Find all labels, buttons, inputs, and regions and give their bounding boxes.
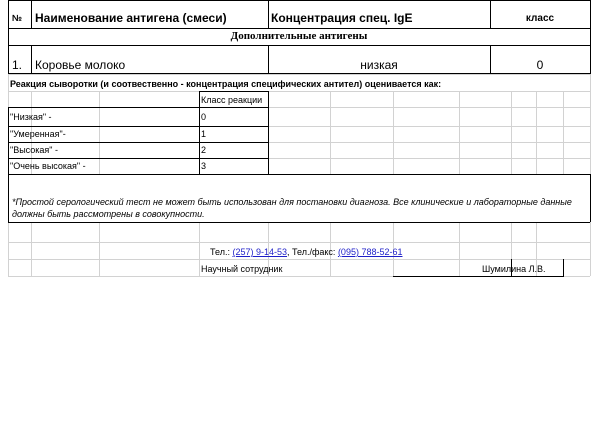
fax-label: , Тел./факс: <box>287 247 336 257</box>
signature-role: Научный сотрудник <box>201 264 283 274</box>
result-num: 1. <box>12 58 23 72</box>
phone-label: Тел.: <box>210 247 230 257</box>
header-class: класс <box>525 13 555 24</box>
reaction-label: "Умеренная"- <box>10 129 66 139</box>
result-class: 0 <box>536 58 544 72</box>
reaction-label: "Высокая" - <box>10 145 58 155</box>
explanation-text: Реакция сыворотки (и соотвественно - концентрация специфических антител) оценивается как: <box>10 79 442 89</box>
reaction-value: 1 <box>201 129 207 139</box>
section-title: Дополнительные антигены <box>230 30 368 42</box>
reaction-label: "Очень высокая" - <box>10 161 86 171</box>
reaction-label: "Низкая" - <box>10 112 52 122</box>
reaction-value: 3 <box>201 161 207 171</box>
header-concentration: Концентрация спец. IgE <box>271 11 413 25</box>
result-concentration: низкая <box>360 58 398 72</box>
header-num: № <box>12 13 23 23</box>
fax-link[interactable]: (095) 788-52-61 <box>337 247 403 257</box>
reaction-value: 0 <box>201 112 207 122</box>
reaction-table-header: Класс реакции <box>201 95 263 105</box>
header-antigen: Наименование антигена (смеси) <box>35 11 227 25</box>
reaction-value: 2 <box>201 145 207 155</box>
signature-name: Шумилина Л.В. <box>482 264 546 274</box>
phone-link[interactable]: (257) 9-14-53 <box>232 247 288 257</box>
contacts-line <box>210 248 402 257</box>
disclaimer-line-1: *Простой серологический тест не может быть использован для постановки диагноза. Все клинические и лабораторные данные <box>12 197 572 207</box>
disclaimer-line-2: должны быть рассмотрены в совокупности. <box>12 209 205 219</box>
result-antigen-name: Коровье молоко <box>35 58 126 72</box>
